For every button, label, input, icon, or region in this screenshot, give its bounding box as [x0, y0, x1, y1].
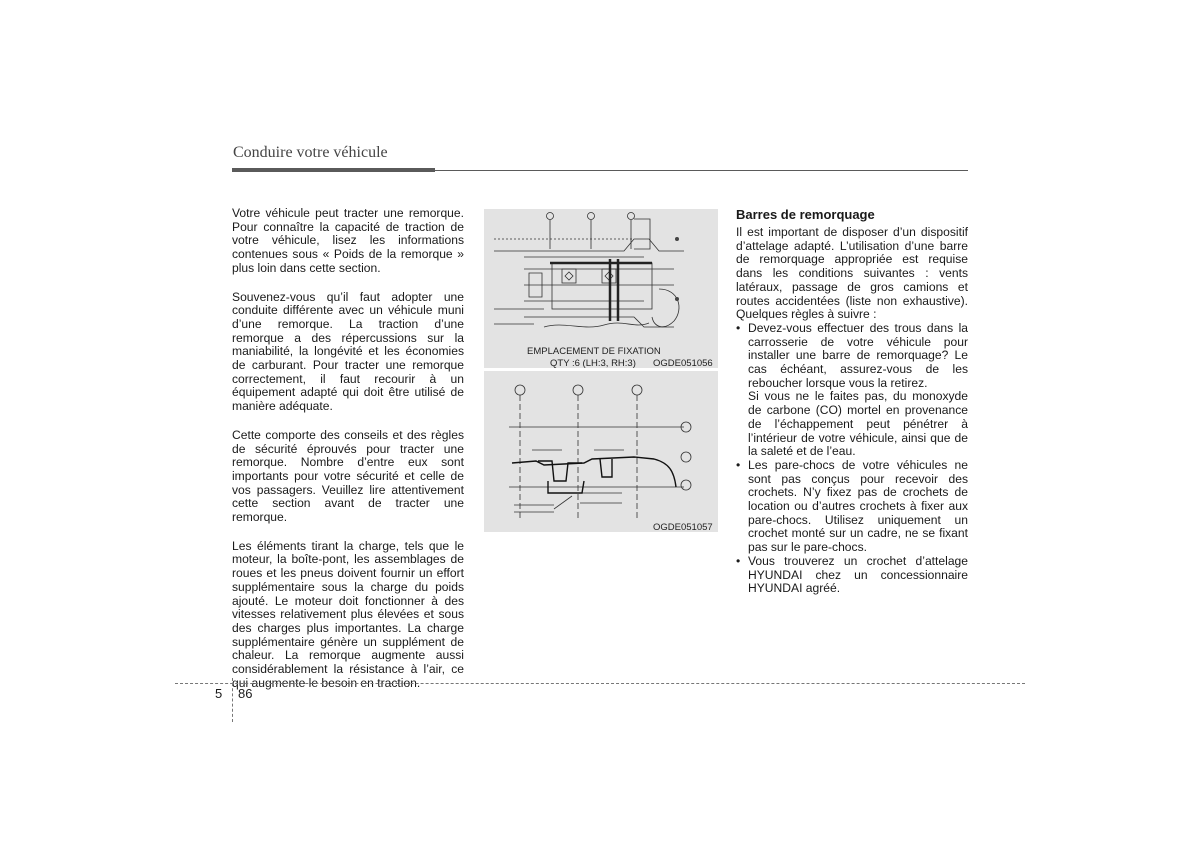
- page-number: 86: [238, 686, 253, 701]
- section-heading: Barres de remorquage: [736, 207, 875, 222]
- left-column: [232, 207, 464, 706]
- list-item: [736, 322, 968, 459]
- figure1-caption-line2: QTY :6 (LH:3, RH:3): [550, 358, 636, 368]
- bullet-text: Les pare-chocs de votre véhicules ne sont pas conçus pour recevoir des crochets. N’y fixez pas de crochets de location ou d’autres crochets à fixer aux pare-chocs. Utilisez uniquement un crochet monté sur un cadre, ne se fixant pas sur le pare-chocs.: [748, 457, 968, 555]
- right-column: [736, 207, 968, 596]
- paragraph: Cette comporte des conseils et des règles de sécurité éprouvés pour tracter une remorque. Nombre d’entre eux sont importants pour votre sécurité et celle de vos passagers. Veuillez lire attentivement cette section avant de tracter une remorque.: [232, 427, 464, 525]
- figure-cross-section: [484, 371, 718, 532]
- figure1-code: OGDE051056: [653, 358, 713, 368]
- list-item: [736, 459, 968, 555]
- footer-divider: [232, 678, 233, 722]
- footer-rule: [175, 683, 1025, 684]
- intro-paragraph: Il est important de disposer d’un dispositif d’attelage adapté. L’utilisation d’une barre de remorquage appropriée est requise dans les conditions suivantes : vents latéraux, passage de gros camions et routes accidentées (liste non exhaustive). Quelques règles à suivre :: [736, 225, 968, 322]
- bullet-text: Vous trouverez un crochet d’attelage HYUNDAI chez un concessionnaire HYUNDAI agréé.: [748, 553, 968, 596]
- figure-fixation-location: [484, 209, 718, 368]
- bullet-text: Devez-vous effectuer des trous dans la carrosserie de votre véhicule pour installer une barre de remorquage? Le cas échéant, assurez-vous de les reboucher lorsque vous la retirez.: [748, 320, 968, 390]
- page-header-title: Conduire votre véhicule: [233, 144, 388, 161]
- rules-list: [736, 322, 968, 596]
- bullet-symbol: •: [736, 553, 741, 568]
- header-rule-thin: [435, 170, 968, 171]
- list-item: [736, 555, 968, 596]
- paragraph: Les éléments tirant la charge, tels que le moteur, la boîte-pont, les assemblages de roues et les pneus doivent fournir un effort supplémentaire sous la charge du poids ajouté. Le moteur doit fonctionner à des vitesses relativement plus élevées et sous des charges plus importantes. La charge supplémentaire génère un supplément de chaleur. La remorque augmente aussi considérablement la résistance à l’air, ce qui augmente le besoin en traction.: [232, 538, 464, 690]
- chapter-number: 5: [215, 686, 223, 701]
- bullet-symbol: •: [736, 320, 741, 335]
- figure1-caption-line1: EMPLACEMENT DE FIXATION: [527, 346, 661, 357]
- header-rule-thick: [232, 168, 435, 172]
- bullet-symbol: •: [736, 457, 741, 472]
- paragraph: Souvenez-vous qu’il faut adopter une conduite différente avec un véhicule muni d’une remorque. La traction d’une remorque a des répercussions sur la maniabilité, la longévité et les économies de carburant. Pour tracter une remorque correctement, il faut recourir à un équipement adapté qui doit être utilisé de manière adéquate.: [232, 289, 464, 414]
- bullet-extra-text: Si vous ne le faites pas, du monoxyde de carbone (CO) mortel en provenance de l’échappement peut pénétrer à l’intérieur de votre véhicule, ainsi que de la saleté et de l’eau.: [748, 389, 968, 459]
- cross-section-drawing: [484, 371, 718, 532]
- figure2-code: OGDE051057: [653, 522, 713, 532]
- underbody-drawing: [484, 209, 718, 368]
- paragraph: Votre véhicule peut tracter une remorque. Pour connaître la capacité de traction de votre véhicule, lisez les informations contenues sous « Poids de la remorque » plus loin dans cette section.: [232, 206, 464, 275]
